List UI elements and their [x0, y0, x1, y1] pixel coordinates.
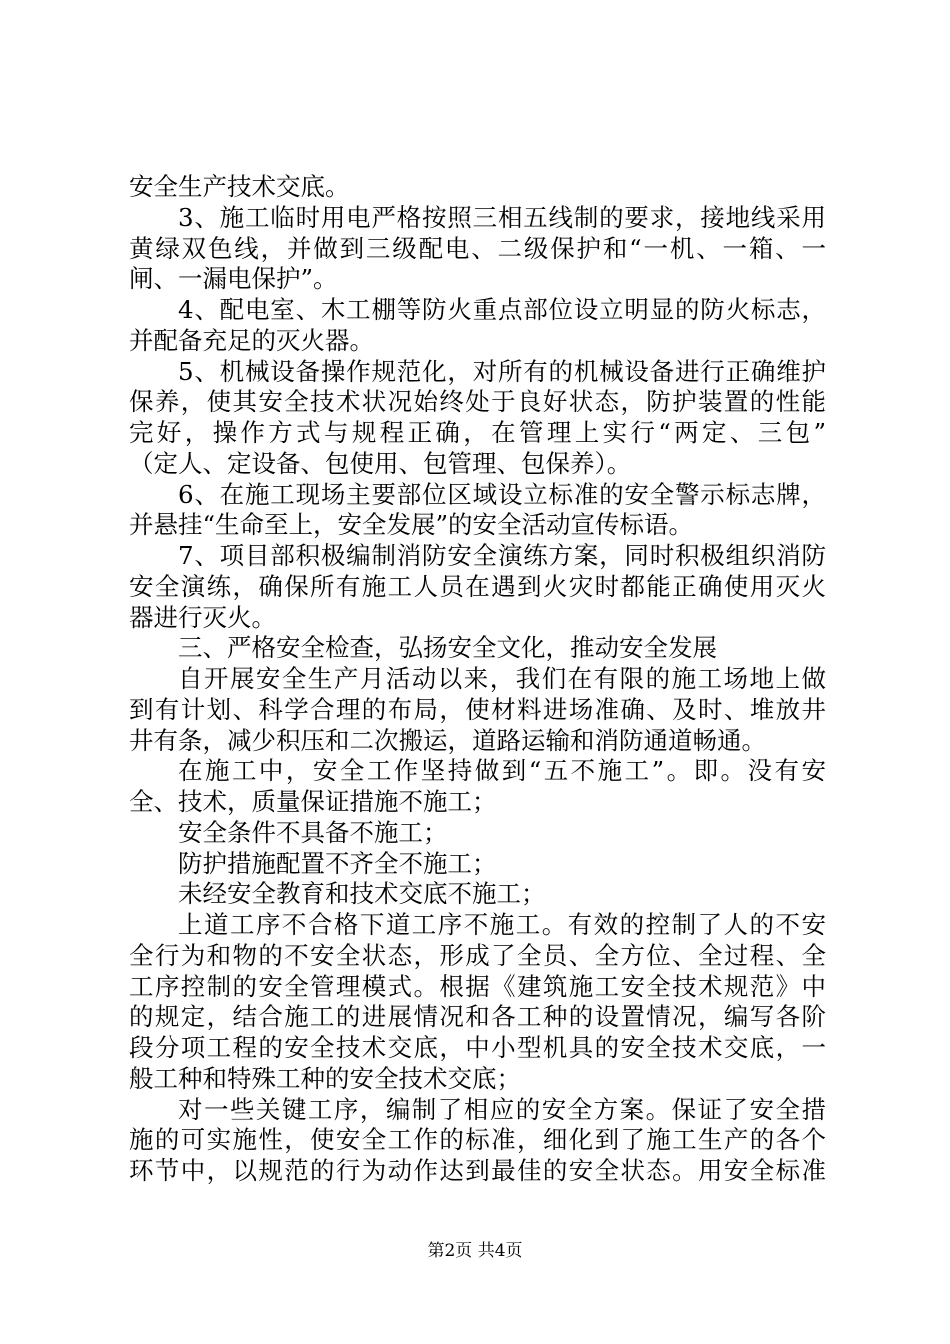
- text-line: 安全条件不具备不施工；: [178, 818, 448, 847]
- text-line: 段分项工程的安全技术交底，中小型机具的安全技术交底，一: [129, 1033, 826, 1062]
- text-line: 6、在施工现场主要部位区域设立标准的安全警示标志牌，: [178, 480, 826, 509]
- text-line: 安全生产技术交底。: [129, 172, 350, 201]
- text-line: 安全演练，确保所有施工人员在遇到火灾时都能正确使用灭火: [129, 572, 826, 601]
- text-line: （定人、定设备、包使用、包管理、包保养）。: [129, 449, 632, 478]
- text-line: 5、机械设备操作规范化，对所有的机械设备进行正确维护: [178, 357, 826, 386]
- text-line: 防护措施配置不齐全不施工；: [178, 849, 497, 878]
- text-line: 并悬挂“生命至上，安全发展”的安全活动宣传标语。: [129, 510, 694, 539]
- text-line: 7、项目部积极编制消防安全演练方案，同时积极组织消防: [178, 541, 826, 570]
- section-heading: 三、严格安全检查，弘扬安全文化，推动安全发展: [178, 633, 717, 662]
- text-line: 井有条，减少积压和二次搬运，道路运输和消防通道畅通。: [129, 726, 766, 755]
- text-line: 闸、一漏电保护”。: [129, 264, 338, 293]
- text-line: 到有计划、科学合理的布局，使材料进场准确、及时、堆放井: [129, 695, 826, 724]
- text-line: 环节中，以规范的行为动作达到最佳的安全状态。用安全标准: [129, 1156, 826, 1185]
- text-line: 工序控制的安全管理模式。根据《建筑施工安全技术规范》中: [129, 972, 826, 1001]
- text-line: 般工种和特殊工种的安全技术交底；: [129, 1064, 521, 1093]
- text-line: 自开展安全生产月活动以来，我们在有限的施工场地上做: [178, 664, 826, 693]
- text-line: 全、技术，质量保证措施不施工；: [129, 787, 497, 816]
- text-line: 完好，操作方式与规程正确，在管理上实行“两定、三包”: [129, 418, 826, 447]
- text-line: 施的可实施性，使安全工作的标准，细化到了施工生产的各个: [129, 1125, 826, 1154]
- text-line: 器进行灭火。: [129, 603, 276, 632]
- text-line: 的规定，结合施工的进展情况和各工种的设置情况，编写各阶: [129, 1002, 826, 1031]
- text-line: 4、配电室、木工棚等防火重点部位设立明显的防火标志，: [178, 295, 826, 324]
- text-line: 黄绿双色线，并做到三级配电、二级保护和“一机、一箱、一: [129, 234, 826, 263]
- text-line: 对一些关键工序，编制了相应的安全方案。保证了安全措: [178, 1095, 826, 1124]
- text-line: 上道工序不合格下道工序不施工。有效的控制了人的不安: [178, 910, 826, 939]
- text-line: 全行为和物的不安全状态，形成了全员、全方位、全过程、全: [129, 941, 826, 970]
- text-line: 未经安全教育和技术交底不施工；: [178, 879, 546, 908]
- text-line: 在施工中，安全工作坚持做到“五不施工”。即。没有安: [178, 756, 826, 785]
- page-number-footer: 第2页 共4页: [427, 1241, 523, 1261]
- text-line: 3、施工临时用电严格按照三相五线制的要求，接地线采用: [178, 203, 826, 232]
- text-line: 保养，使其安全技术状况始终处于良好状态，防护装置的性能: [129, 387, 826, 416]
- text-line: 并配备充足的灭火器。: [129, 326, 374, 355]
